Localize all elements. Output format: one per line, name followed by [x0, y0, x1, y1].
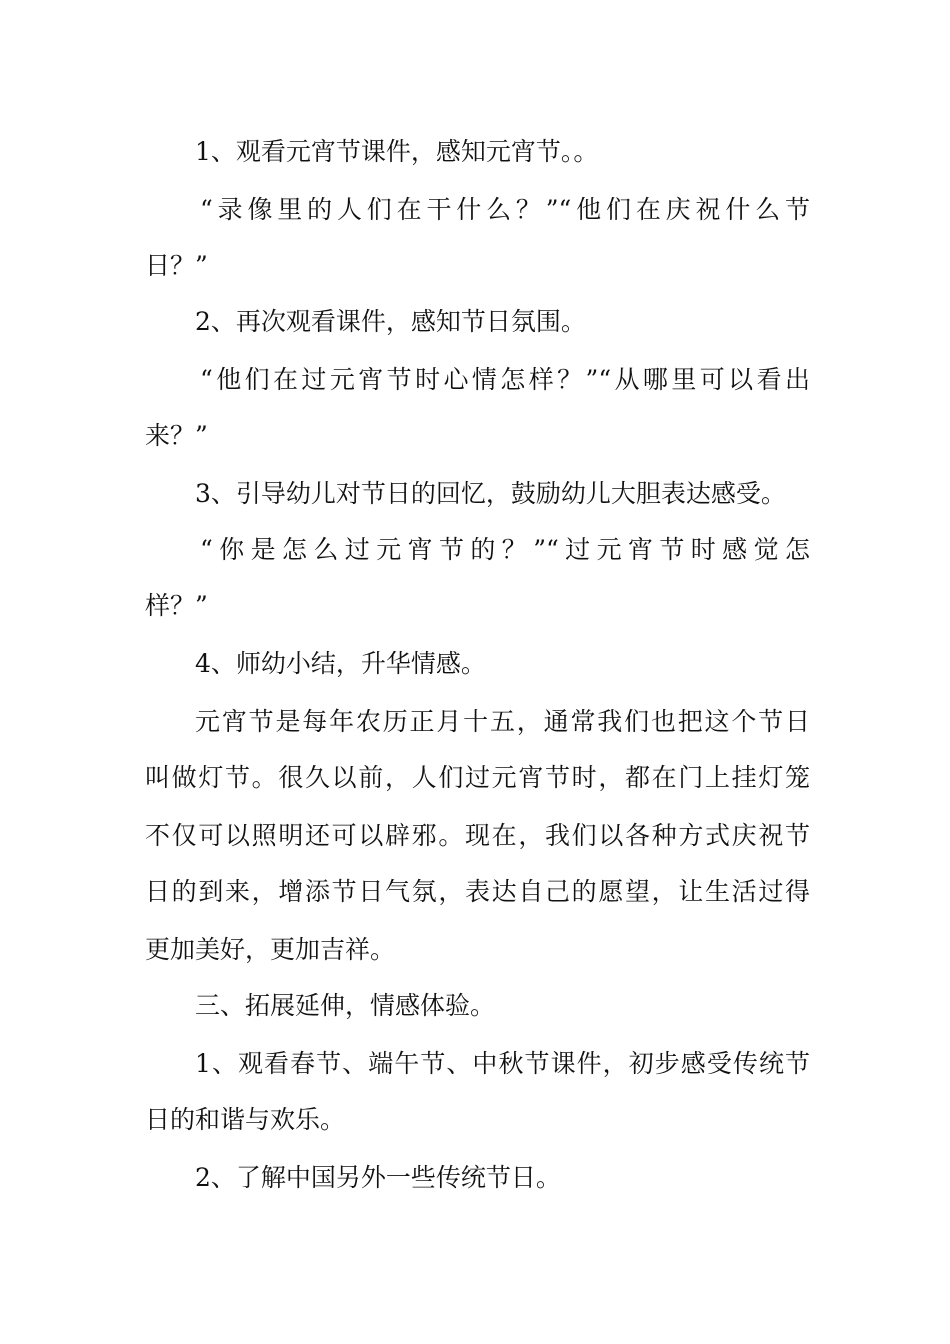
text-line-question-3-cont: 样？”: [145, 591, 208, 620]
section-heading-extension: 三、拓展延伸，情感体验。: [195, 991, 496, 1020]
text-line-summary-1: 元宵节是每年农历正月十五，通常我们也把这个节日: [195, 707, 810, 736]
text-line-summary-5: 更加美好，更加吉祥。: [145, 935, 396, 964]
text-line-activity-1: 1、观看元宵节课件，感知元宵节。。: [195, 137, 599, 166]
text-line-extension-1-cont: 日的和谐与欢乐。: [145, 1105, 346, 1134]
text-line-summary-2: 叫做灯节。很久以前，人们过元宵节时，都在门上挂灯笼: [145, 763, 810, 792]
text-line-question-3: “你是怎么过元宵节的？”“过元宵节时感觉怎: [200, 535, 810, 564]
text-line-question-1-cont: 日？”: [145, 251, 208, 280]
text-line-extension-1: 1、观看春节、端午节、中秋节课件，初步感受传统节: [195, 1049, 810, 1078]
text-line-question-2: “他们在过元宵节时心情怎样？”“从哪里可以看出: [200, 365, 810, 394]
text-line-summary-3: 不仅可以照明还可以辟邪。现在，我们以各种方式庆祝节: [145, 821, 810, 850]
text-line-question-2-cont: 来？”: [145, 421, 208, 450]
text-line-question-1: “录像里的人们在干什么？”“他们在庆祝什么节: [200, 195, 810, 224]
text-line-activity-4: 4、师幼小结，升华情感。: [195, 649, 486, 678]
text-line-activity-3: 3、引导幼儿对节日的回忆，鼓励幼儿大胆表达感受。: [195, 479, 786, 508]
text-line-summary-4: 日的到来，增添节日气氛，表达自己的愿望，让生活过得: [145, 877, 810, 906]
text-line-activity-2: 2、再次观看课件，感知节日氛围。: [195, 307, 586, 336]
text-line-extension-2: 2、了解中国另外一些传统节日。: [195, 1163, 561, 1192]
